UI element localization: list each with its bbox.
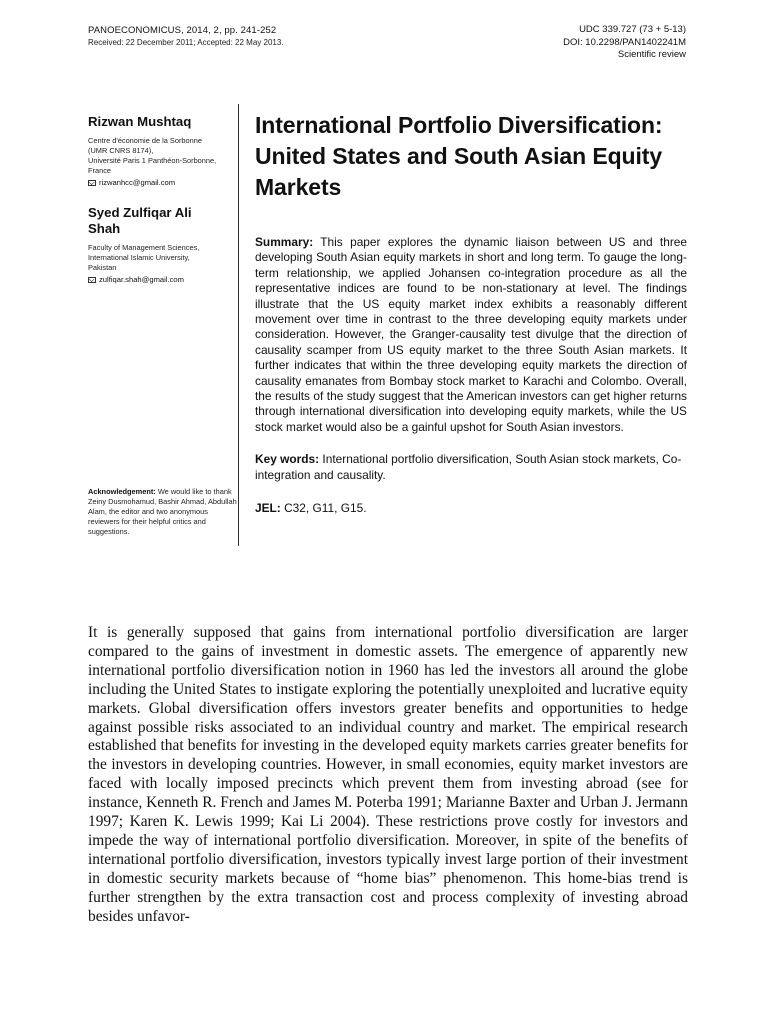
author-block — [88, 114, 238, 188]
received-accepted-dates: Received: 22 December 2011; Accepted: 22 May 2013. — [88, 38, 284, 47]
authors-column — [88, 114, 238, 285]
email-text: rizwanhcc@gmail.com — [99, 178, 176, 187]
journal-citation: PANOECONOMICUS, 2014, 2, pp. 241-252 — [88, 25, 277, 36]
affiliation-line: Pakistan — [88, 263, 117, 272]
article-identifiers — [563, 24, 686, 62]
affiliation-line: Faculty of Management Sciences, — [88, 243, 200, 252]
author-affiliation — [88, 136, 238, 176]
author-affiliation — [88, 243, 238, 273]
acknowledgement-label: Acknowledgement: — [88, 487, 156, 496]
affiliation-line: France — [88, 166, 112, 175]
doi-link[interactable]: DOI: 10.2298/PAN1402241M — [563, 36, 686, 48]
affiliation-line: Université Paris 1 Panthéon-Sorbonne, — [88, 156, 217, 165]
author-email[interactable] — [88, 275, 238, 285]
keywords — [255, 452, 687, 483]
author-name — [88, 205, 238, 237]
article-front-matter — [255, 110, 687, 517]
author-email[interactable] — [88, 178, 238, 188]
article-title: International Portfolio Diversification: United States and South Asian Equity Markets — [255, 112, 663, 200]
author-name-line: Shah — [88, 221, 121, 236]
email-text: zulfiqar.shah@gmail.com — [99, 275, 184, 284]
author-block — [88, 205, 238, 285]
summary-label: Summary: — [255, 235, 314, 249]
envelope-icon — [88, 277, 96, 283]
affiliation-line: International Islamic University, — [88, 253, 190, 262]
body-paragraph: It is generally supposed that gains from international portfolio diversification are larger compared to the gains of investment in domestic assets. The emergence of apparently new international portfolio diversification notion in 1960 has led the investors all around the globe including the United States to instigate exploring the potentially unexploited and lucrative equity markets. Global diversification offers investors greater benefits and opportunities to hedge against possible risks associated to an individual country and market. The empirical research established that benefits for investing in the developed equity markets carries greater benefits for the investors in developing countries. However, in small economies, equity market investors are faced with locally imposed precincts which prevent them from investing abroad (see for instance, Kenneth R. French and James M. Poterba 1991; Marianne Baxter and Urban J. Jermann 1997; Karen K. Lewis 1999; Kai Li 2004). These restrictions prove costly for investors and impede the way of international portfolio diversification. Moreover, in spite of the benefits of international portfolio diversification, investors typically invest large portion of their investment in domestic security markets because of “home bias” phenomenon. This home-bias trend is further strengthen by the extra transaction cost and process complexity of investing abroad besides unfavor- — [88, 624, 688, 925]
affiliation-line: Centre d'économie de la Sorbonne — [88, 136, 202, 145]
udc-code: UDC 339.727 (73 + 5-13) — [579, 24, 686, 35]
author-name-line: Syed Zulfiqar Ali — [88, 205, 192, 220]
jel-text: C32, G11, G15. — [284, 501, 367, 516]
journal-header — [88, 24, 284, 49]
author-name: Rizwan Mushtaq — [88, 114, 192, 129]
acknowledgement-text: We would like to thank Zeiny Dusmohamud, Bashir Ahmad, Abdullah Alam, the editor and two anonymous reviewers for their helpful critics and suggestions. — [88, 487, 237, 536]
jel-label: JEL: — [255, 501, 281, 516]
summary-text: This paper explores the dynamic liaison between US and three developing South Asian equity markets in short and long term. To gauge the long-term relationship, we applied Johansen co-integration procedure as all the representative indices are found to be non-stationary at level. The findings illustrate that the US equity market index exhibits a reasonably different movement over time in contrast to the three developing equity markets under consideration. However, the Granger-causality test divulge that the direction of causality scamper from US equity market to the three South Asian markets. It further indicates that within the three developing equity markets the direction of causality emanates from Bombay stock market to Karachi and Colombo. Overall, the results of the study suggest that the American investors can get higher returns through international diversification into developing equity markets, while the US stock market would also be a gainful upshot for South Asian investors. — [255, 235, 688, 434]
keywords-label: Key words: — [255, 452, 320, 467]
affiliation-line: (UMR CNRS 8174), — [88, 146, 154, 155]
column-divider — [238, 104, 239, 546]
envelope-icon — [88, 180, 96, 186]
article-type: Scientific review — [617, 49, 686, 60]
keywords-text: International portfolio diversification, South Asian stock markets, Co-integration and causality. — [255, 452, 682, 482]
summary-paragraph — [255, 235, 687, 435]
jel-codes — [255, 501, 687, 516]
acknowledgement — [88, 487, 238, 537]
